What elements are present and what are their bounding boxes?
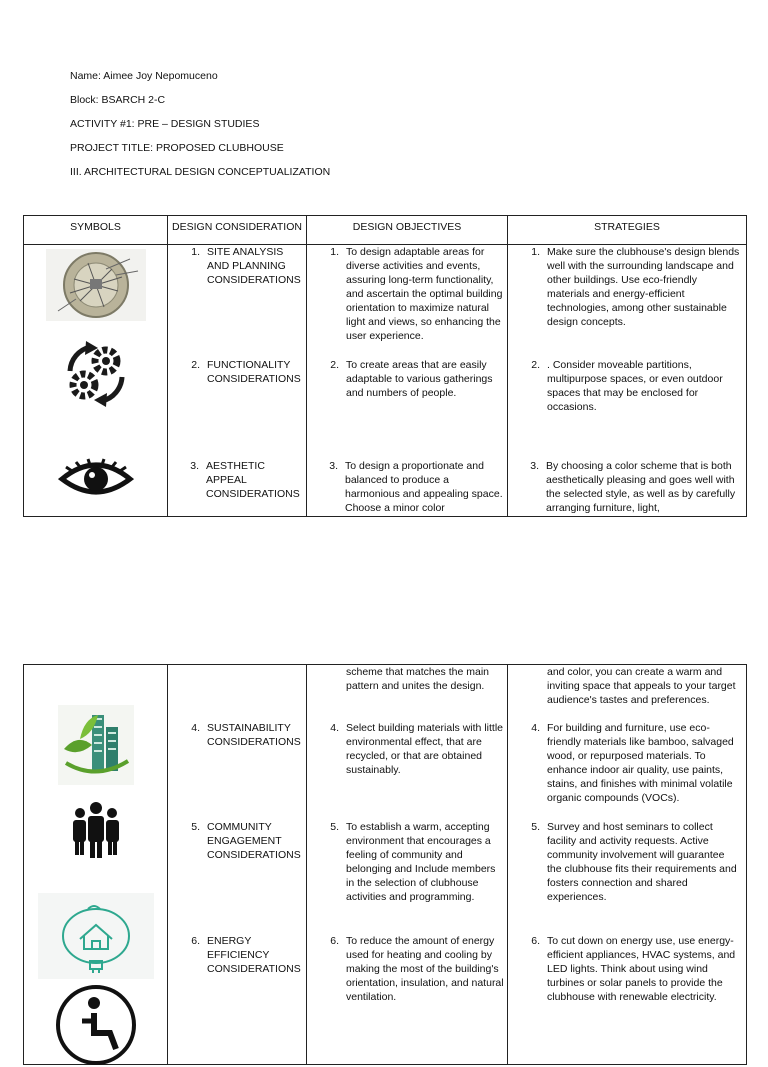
objective-text: To design a proportionate and balanced to produce a harmonious and appealing space. Choose a minor color [345, 460, 503, 514]
gears-cycle-icon [64, 341, 128, 407]
objective-text: To create areas that are easily adaptable to various gatherings and numbers of people. [346, 359, 493, 399]
student-block: Block: BSARCH 2-C [70, 94, 166, 106]
objectives-cell: scheme that matches the main pattern and unites the design. 4. Select building materials with little environmental effect, that are recycled, or that are obtained sustainably. 5. To establish a warm, accepting environment that encourages a feeling of community and belonging and Include members in the selection of clubhouse activities and programming. 6. To reduce the amount of energy used for heating and cooling by making the most of the building's orientation, insulation, and natural ventilation. [307, 665, 508, 1065]
consideration-cell: 1. SITE ANALYSIS AND PLANNING CONSIDERATIONS 2. FUNCTIONALITY CONSIDERATIONS [168, 245, 307, 517]
eye-icon [58, 457, 134, 501]
project-title: PROJECT TITLE: PROPOSED CLUBHOUSE [70, 142, 284, 154]
strategy-text: To cut down on energy use, use energy-efficient appliances, HVAC systems, and LED lights. Think about using wind turbines or solar panels to provide the clubhouse with renewable electricity. [547, 935, 736, 1003]
strategies-cell: and color, you can create a warm and inviting space that appeals to your target audience's tastes and preferences. 4. For building and furniture, use eco-friendly materials like bamboo, salvaged wood, or repurposed materials. To enhance indoor air quality, use paints, stains, and finishes with minimal volatile organic compounds (VOCs). 5. Survey and host seminars to collect facility and activity requests. Active community involvement will guarantee the clubhouse fits their requirements and fosters connection and shared experiences. 6. To cut down on energy use, use energy-efficient appliances, HVAC systems, and LED lights. Think about using wind turbines or solar panels to provide the clubhouse with renewable electricity. [508, 665, 747, 1065]
symbols-cell [24, 665, 168, 1065]
community-people-icon [71, 801, 121, 859]
activity-title: ACTIVITY #1: PRE – DESIGN STUDIES [70, 118, 260, 130]
consideration-cell: 4. SUSTAINABILITY CONSIDERATIONS 5. COMMUNITY ENGAGEMENT CONSIDERATIONS 6. ENERGY EFFICIENCY CONSIDERATIONS [168, 665, 307, 1065]
strategy-text: By choosing a color scheme that is both aesthetically pleasing and goes well with the selected style, as well as by carefully arranging furniture, light, [546, 460, 736, 514]
consideration-label: ENERGY EFFICIENCY CONSIDERATIONS [207, 935, 301, 975]
accessibility-icon [54, 983, 138, 1067]
strategies-cell: 1. Make sure the clubhouse's design blends well with the surrounding landscape and other buildings. Use eco-friendly materials and energy-efficient technologies, among other sustainable design concepts. 2. . Consider moveable partitions, multipurpose spaces, or even outdoor spaces that may be enclosed for occasions. [508, 245, 747, 517]
header-strategies: STRATEGIES [508, 216, 747, 245]
objective-text: To establish a warm, accepting environment that encourages a feeling of community and belonging and Include members in the selection of clubhouse activities and programming. [346, 821, 496, 903]
site-plan-icon [46, 249, 146, 321]
strategy-continuation: and color, you can create a warm and inviting space that appeals to your target audience's tastes and preferences. [547, 666, 736, 706]
strategy-text: Make sure the clubhouse's design blends well with the surrounding landscape and other buildings. Use eco-friendly materials and energy-efficient technologies, among other sustainable design concepts. [547, 246, 740, 328]
objective-text: To design adaptable areas for diverse activities and events, assuring long-term functionality, and ascertain the optimal building orientation to maximize natural light and views, so enhancing the user experience. [346, 246, 503, 342]
strategy-text: Survey and host seminars to collect facility and activity requests. Active community involvement will guarantee the clubhouse fits their requirements and fosters connection and shared experiences. [547, 821, 737, 903]
objectives-cell: 1. To design adaptable areas for diverse activities and events, assuring long-term functionality, and ascertain the optimal building orientation to maximize natural light and views, so enhancing the user experience. 2. To create areas that are easily adaptable to various gatherings and numbers of people. [307, 245, 508, 517]
header-consideration: DESIGN CONSIDERATION [168, 216, 307, 245]
header-symbols: SYMBOLS [24, 216, 168, 245]
green-building-leaf-icon [58, 705, 134, 785]
design-table-page-2 [23, 664, 747, 1065]
objective-text: To reduce the amount of energy used for heating and cooling by making the most of the building's orientation, insulation, and natural ventilation. [346, 935, 504, 1003]
student-name: Name: Aimee Joy Nepomuceno [70, 70, 218, 82]
objective-text: Select building materials with little environmental effect, that are recycled, or that are obtained sustainably. [346, 722, 503, 776]
consideration-label: FUNCTIONALITY CONSIDERATIONS [207, 359, 301, 385]
consideration-label: SITE ANALYSIS AND PLANNING CONSIDERATIONS [207, 246, 301, 286]
section-title: III. ARCHITECTURAL DESIGN CONCEPTUALIZATION [70, 166, 331, 178]
strategy-text: For building and furniture, use eco-friendly materials like bamboo, salvaged wood, or repurposed materials. To enhance indoor air quality, use paints, stains, and finishes with minimal volatile organic compounds (VOCs). [547, 722, 734, 804]
consideration-label: SUSTAINABILITY CONSIDERATIONS [207, 722, 301, 748]
consideration-label: COMMUNITY ENGAGEMENT CONSIDERATIONS [207, 821, 301, 861]
strategy-text: . Consider moveable partitions, multipurpose spaces, or even outdoor spaces that may be enclosed for occasions. [547, 359, 723, 413]
objective-continuation: scheme that matches the main pattern and unites the design. [346, 666, 489, 692]
table-row: 3. AESTHETIC APPEAL CONSIDERATIONS 3. To design a proportionate and balanced to produce a harmonious and appealing space. Choose a minor color 3. By choosing a color scheme that is both aesthetically pleasing and goes well with the selected style, as well as by carefully arranging furniture, light, [24, 457, 746, 515]
energy-house-plug-icon [38, 893, 154, 979]
header-objectives: DESIGN OBJECTIVES [307, 216, 508, 245]
table-row [24, 665, 747, 1065]
consideration-label: AESTHETIC APPEAL CONSIDERATIONS [206, 460, 300, 500]
